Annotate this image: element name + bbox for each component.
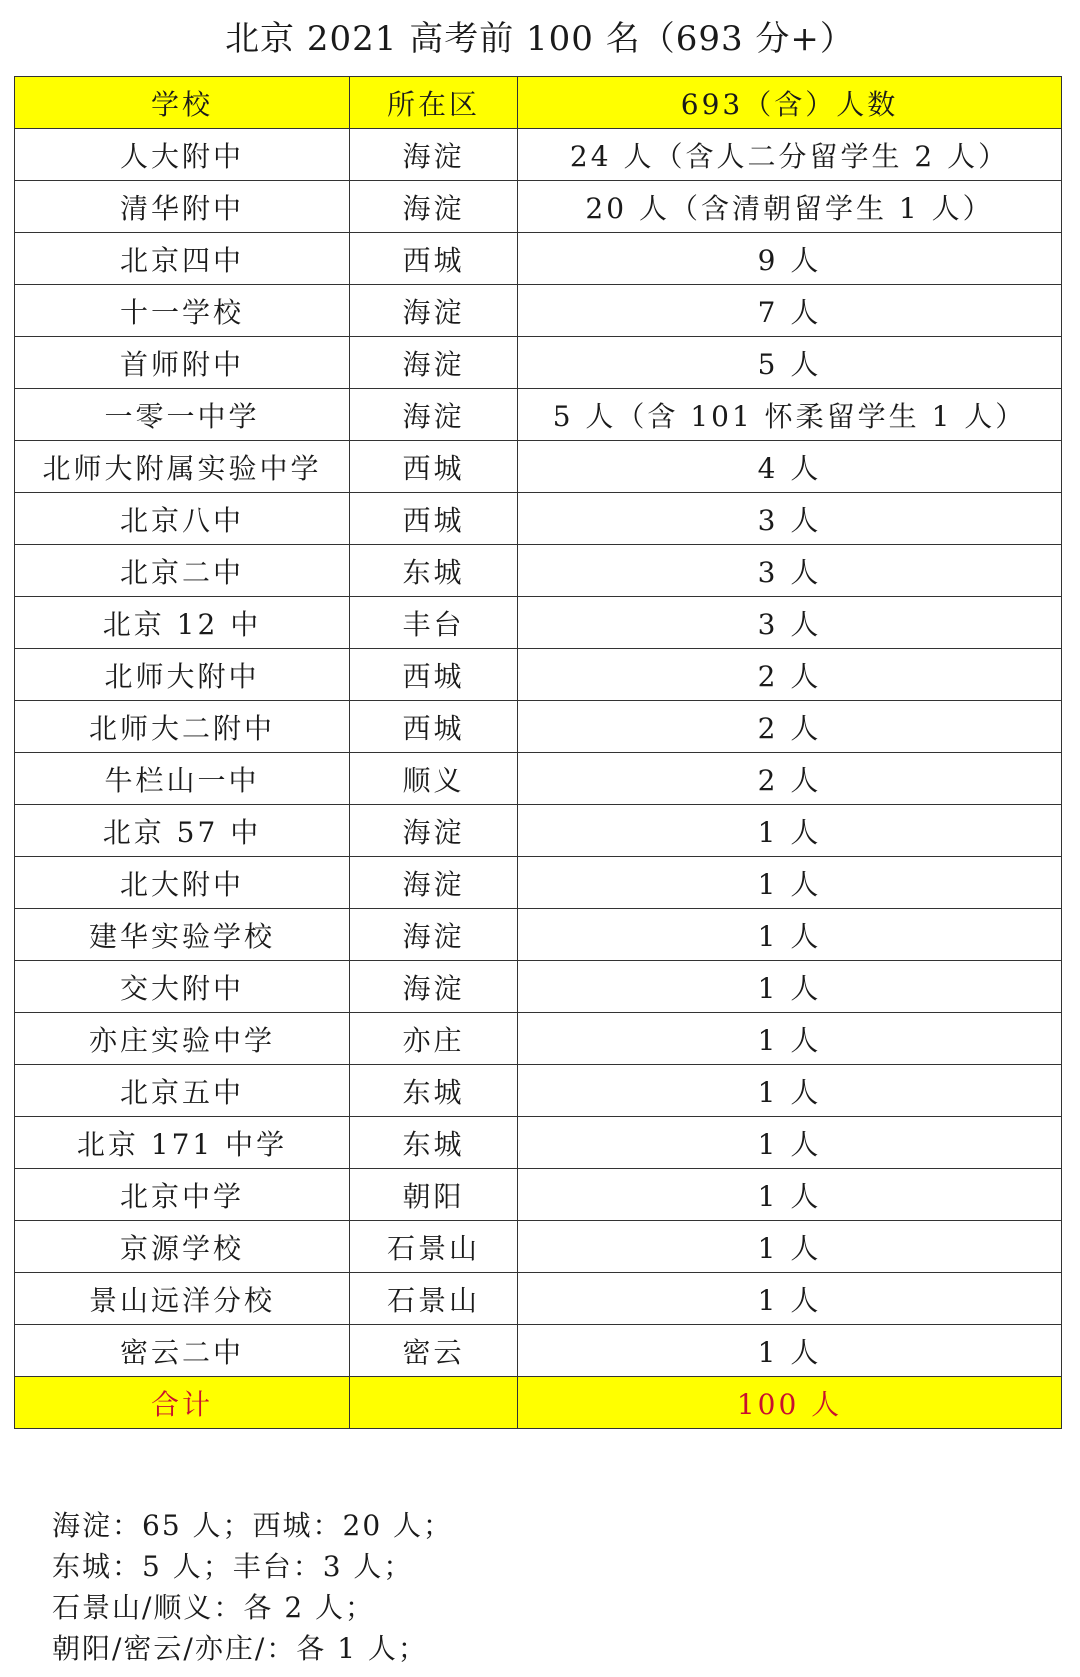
cell-count: 1 人: [518, 1117, 1062, 1169]
cell-school: 十一学校: [15, 285, 350, 337]
cell-school: 北京中学: [15, 1169, 350, 1221]
cell-school: 北京 57 中: [15, 805, 350, 857]
cell-count: 5 人: [518, 337, 1062, 389]
cell-school: 北京 12 中: [15, 597, 350, 649]
page-title: 北京 2021 高考前 100 名（693 分+）: [225, 19, 855, 59]
cell-school: 交大附中: [15, 961, 350, 1013]
cell-count: 1 人: [518, 1273, 1062, 1325]
table-row: [15, 961, 1062, 1013]
total-count: 100 人: [518, 1377, 1062, 1429]
table-header-row: [15, 77, 1062, 129]
ranking-table: [14, 76, 1062, 1429]
cell-school: 北师大二附中: [15, 701, 350, 753]
cell-district: 亦庄: [350, 1013, 518, 1065]
cell-school: 密云二中: [15, 1325, 350, 1377]
cell-district: 石景山: [350, 1273, 518, 1325]
cell-district: 西城: [350, 441, 518, 493]
cell-count: 9 人: [518, 233, 1062, 285]
cell-count: 1 人: [518, 1325, 1062, 1377]
cell-count: 1 人: [518, 961, 1062, 1013]
cell-district: 西城: [350, 649, 518, 701]
cell-district: 顺义: [350, 753, 518, 805]
table-row: [15, 1273, 1062, 1325]
cell-district: 朝阳: [350, 1169, 518, 1221]
summary-line: 东城：5 人；丰台：3 人；: [52, 1550, 414, 1583]
cell-count: 5 人（含 101 怀柔留学生 1 人）: [518, 389, 1062, 441]
cell-school: 牛栏山一中: [15, 753, 350, 805]
cell-district: 海淀: [350, 805, 518, 857]
cell-count: 1 人: [518, 1065, 1062, 1117]
table-row: [15, 701, 1062, 753]
cell-count: 4 人: [518, 441, 1062, 493]
cell-school: 一零一中学: [15, 389, 350, 441]
cell-school: 北京二中: [15, 545, 350, 597]
cell-count: 3 人: [518, 597, 1062, 649]
table-row: [15, 181, 1062, 233]
cell-district: 石景山: [350, 1221, 518, 1273]
cell-count: 2 人: [518, 701, 1062, 753]
total-district: [350, 1377, 518, 1429]
cell-count: 2 人: [518, 753, 1062, 805]
table-row: [15, 753, 1062, 805]
table-row: [15, 285, 1062, 337]
table-row: [15, 233, 1062, 285]
cell-count: 20 人（含清朝留学生 1 人）: [518, 181, 1062, 233]
table-row: [15, 129, 1062, 181]
table-row: [15, 1221, 1062, 1273]
cell-count: 1 人: [518, 857, 1062, 909]
cell-school: 首师附中: [15, 337, 350, 389]
cell-count: 3 人: [518, 545, 1062, 597]
district-summary: [52, 1505, 1052, 1669]
cell-district: 海淀: [350, 129, 518, 181]
cell-school: 北京五中: [15, 1065, 350, 1117]
cell-count: 1 人: [518, 805, 1062, 857]
cell-count: 1 人: [518, 1169, 1062, 1221]
cell-district: 东城: [350, 545, 518, 597]
table-row: [15, 545, 1062, 597]
cell-district: 丰台: [350, 597, 518, 649]
cell-district: 海淀: [350, 285, 518, 337]
cell-school: 景山远洋分校: [15, 1273, 350, 1325]
cell-count: 2 人: [518, 649, 1062, 701]
cell-district: 海淀: [350, 857, 518, 909]
cell-count: 1 人: [518, 1221, 1062, 1273]
table-row: [15, 909, 1062, 961]
cell-school: 建华实验学校: [15, 909, 350, 961]
summary-line: 石景山/顺义：各 2 人；: [52, 1591, 376, 1624]
cell-count: 24 人（含人二分留学生 2 人）: [518, 129, 1062, 181]
table-row: [15, 493, 1062, 545]
cell-count: 7 人: [518, 285, 1062, 337]
table-row: [15, 649, 1062, 701]
table-row: [15, 1013, 1062, 1065]
table-row: [15, 597, 1062, 649]
cell-district: 密云: [350, 1325, 518, 1377]
cell-school: 人大附中: [15, 129, 350, 181]
cell-school: 清华附中: [15, 181, 350, 233]
cell-district: 海淀: [350, 337, 518, 389]
cell-school: 京源学校: [15, 1221, 350, 1273]
cell-school: 北京四中: [15, 233, 350, 285]
table-row: [15, 337, 1062, 389]
cell-district: 东城: [350, 1065, 518, 1117]
cell-school: 北京 171 中学: [15, 1117, 350, 1169]
header-district: 所在区: [350, 77, 518, 129]
table-row: [15, 1117, 1062, 1169]
cell-district: 海淀: [350, 389, 518, 441]
cell-count: 1 人: [518, 1013, 1062, 1065]
cell-count: 3 人: [518, 493, 1062, 545]
cell-school: 北大附中: [15, 857, 350, 909]
cell-district: 海淀: [350, 961, 518, 1013]
cell-district: 西城: [350, 233, 518, 285]
header-count: 693（含）人数: [518, 77, 1062, 129]
table-row: [15, 441, 1062, 493]
cell-district: 海淀: [350, 181, 518, 233]
table-row: [15, 1065, 1062, 1117]
cell-district: 西城: [350, 493, 518, 545]
table-row: [15, 805, 1062, 857]
table-row: [15, 1325, 1062, 1377]
cell-school: 北师大附中: [15, 649, 350, 701]
total-row: [15, 1377, 1062, 1429]
cell-district: 西城: [350, 701, 518, 753]
cell-district: 东城: [350, 1117, 518, 1169]
summary-line: 海淀：65 人；西城：20 人；: [52, 1509, 454, 1542]
table-row: [15, 857, 1062, 909]
table-body: [15, 129, 1062, 1377]
table-row: [15, 389, 1062, 441]
table-row: [15, 1169, 1062, 1221]
header-school: 学校: [15, 77, 350, 129]
cell-district: 海淀: [350, 909, 518, 961]
cell-school: 北师大附属实验中学: [15, 441, 350, 493]
cell-count: 1 人: [518, 909, 1062, 961]
total-label: 合计: [15, 1377, 350, 1429]
cell-school: 北京八中: [15, 493, 350, 545]
summary-line: 朝阳/密云/亦庄/：各 1 人；: [52, 1632, 428, 1665]
cell-school: 亦庄实验中学: [15, 1013, 350, 1065]
